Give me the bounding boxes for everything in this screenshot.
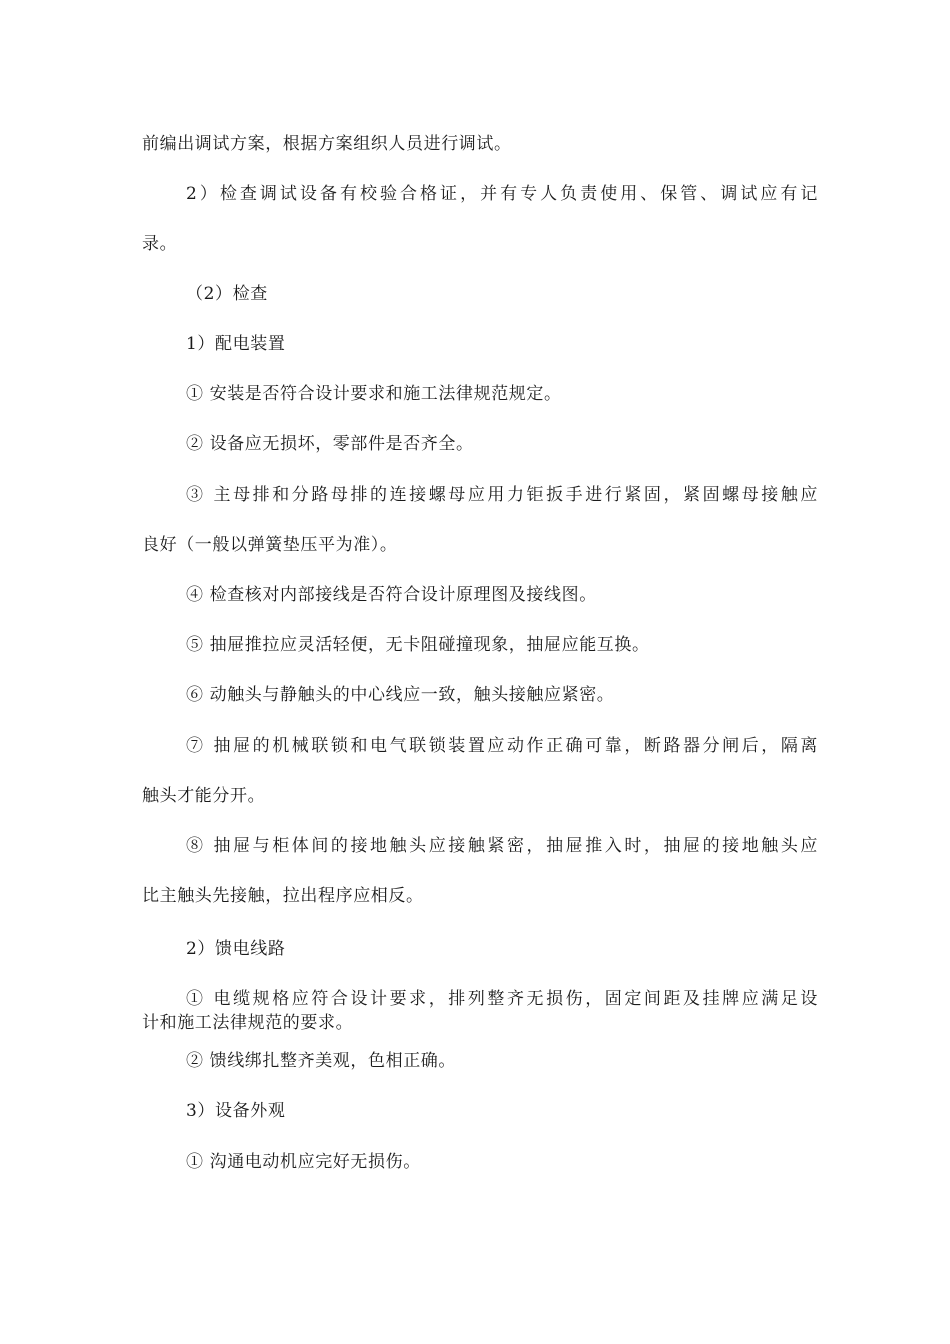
feeder-item-1: ① 电缆规格应符合设计要求，排列整齐无损伤，固定间距及挂牌应满足设 xyxy=(186,989,818,1009)
list-item-1: ① 安装是否符合设计要求和施工法律规范规定。 xyxy=(186,384,562,404)
list-item-7-cont: 触头才能分开。 xyxy=(142,786,266,806)
text-line-2: 2）检查调试设备有校验合格证，并有专人负责使用、保管、调试应有记 xyxy=(186,184,818,204)
subheading-equipment-appearance: 3）设备外观 xyxy=(186,1101,286,1121)
feeder-item-2: ② 馈线绑扎整齐美观，色相正确。 xyxy=(186,1051,457,1071)
list-item-5: ⑤ 抽屉推拉应灵活轻便，无卡阻碰撞现象，抽屉应能互换。 xyxy=(186,635,650,655)
list-item-2: ② 设备应无损坏，零部件是否齐全。 xyxy=(186,434,474,454)
section-heading-check: （2）检查 xyxy=(186,284,268,304)
list-item-4: ④ 检查核对内部接线是否符合设计原理图及接线图。 xyxy=(186,585,597,605)
subheading-feeder-line: 2）馈电线路 xyxy=(186,939,286,959)
text-line-3: 录。 xyxy=(142,234,178,254)
list-item-3-cont: 良好（一般以弹簧垫压平为准）。 xyxy=(142,535,398,555)
feeder-item-1-cont: 计和施工法律规范的要求。 xyxy=(142,1013,354,1033)
list-item-7: ⑦ 抽屉的机械联锁和电气联锁装置应动作正确可靠，断路器分闸后，隔离 xyxy=(186,736,818,756)
appearance-item-1: ① 沟通电动机应完好无损伤。 xyxy=(186,1152,421,1172)
subheading-distribution-device: 1）配电装置 xyxy=(186,334,286,354)
text-line-1: 前编出调试方案，根据方案组织人员进行调试。 xyxy=(142,134,512,154)
list-item-6: ⑥ 动触头与静触头的中心线应一致，触头接触应紧密。 xyxy=(186,685,615,705)
list-item-3: ③ 主母排和分路母排的连接螺母应用力钜扳手进行紧固，紧固螺母接触应 xyxy=(186,485,818,505)
list-item-8: ⑧ 抽屉与柜体间的接地触头应接触紧密，抽屉推入时，抽屉的接地触头应 xyxy=(186,836,818,856)
list-item-8-cont: 比主触头先接触，拉出程序应相反。 xyxy=(142,886,424,906)
